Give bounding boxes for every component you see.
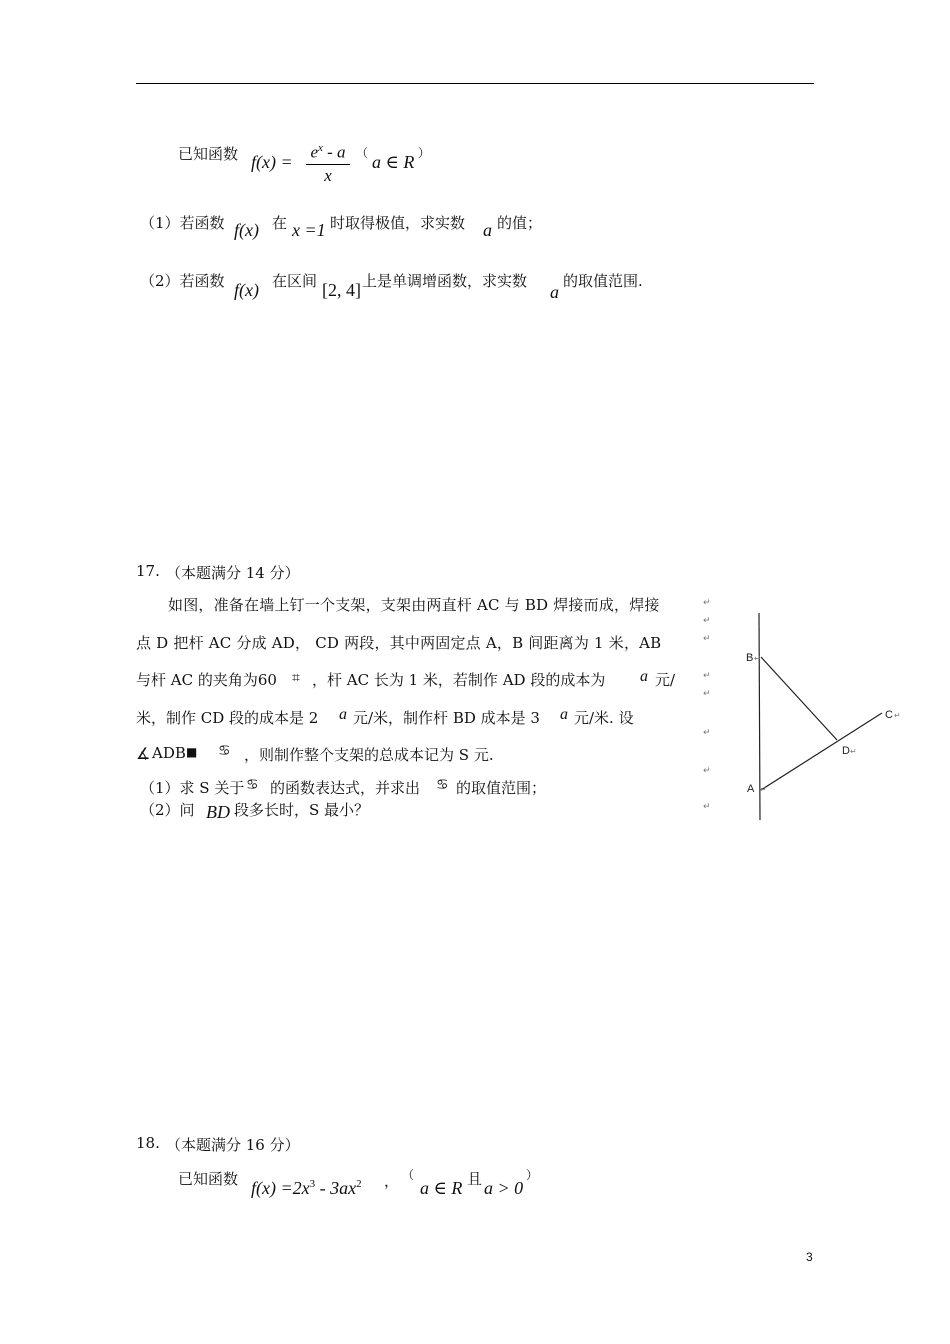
p17-line3-a: 与杆 AC 的夹角为60	[136, 671, 277, 689]
p17-score: （本题满分 14 分）	[166, 564, 300, 582]
p18-func-mid: - 3ax	[315, 1178, 357, 1198]
p16-q1-x: x =1	[292, 220, 326, 240]
header-rule	[136, 83, 814, 84]
label-d: D	[842, 745, 850, 757]
theta-glyph-icon: ♋	[436, 777, 449, 793]
p16-numerator-sup: x	[317, 142, 323, 154]
p16-q2-a: a	[550, 282, 559, 302]
return-mark-icon: ↵	[754, 654, 761, 663]
p16-paren-close: ）	[418, 146, 431, 160]
p17-line4-var2: a	[560, 706, 568, 723]
theta-glyph-icon: ♋	[218, 743, 231, 759]
p17-line2: 点 D 把杆 AC 分成 AD， CD 两段，其中两固定点 A，B 间距离为 1 米，AB	[136, 634, 662, 652]
p18-comma: ，	[384, 1172, 400, 1190]
p17-q2-b: 段多长时，S 最小？	[234, 801, 370, 819]
return-mark-icon: ↵	[703, 766, 711, 776]
p16-numerator-rest: - a	[322, 142, 346, 162]
p16-q2-text: 上是单调增函数，求实数	[362, 272, 528, 290]
p17-line3-c: 元/	[655, 671, 676, 689]
p17-line3-b: ，杆 AC 长为 1 米，若制作 AD 段的成本为	[312, 671, 606, 689]
p17-q2-a: （2）问	[140, 801, 195, 819]
p16-q2-mid: 在区间	[272, 272, 318, 290]
degree-glyph-icon: ⌗	[292, 670, 300, 686]
p18-sup3: 3	[309, 1178, 316, 1190]
return-mark-icon: ↵	[703, 689, 711, 699]
p17-q1-a: （1）求 S 关于	[140, 779, 245, 797]
p16-q2-interval: [2, 4]	[322, 280, 361, 300]
p16-q2-end: 的取值范围.	[563, 272, 643, 290]
p16-q2-f: f(x)	[234, 280, 259, 300]
label-a: A	[747, 783, 755, 795]
p17-line1: 如图，准备在墙上钉一个支架，支架由两直杆 AC 与 BD 焊接而成，焊接	[168, 596, 660, 614]
theta-glyph-icon: ♋	[246, 777, 259, 793]
p18-number: 18.	[136, 1134, 160, 1152]
p17-line4-var1: a	[339, 706, 347, 723]
bracket-figure	[730, 600, 920, 830]
p17-number: 17.	[136, 562, 160, 580]
p18-paren-open: （	[402, 1168, 415, 1182]
p16-q1-mid: 在	[272, 214, 288, 232]
p16-paren-open: （	[356, 146, 369, 160]
p16-q1-f: f(x)	[234, 220, 259, 240]
p17-line5-b: ，则制作整个支架的总成本记为 S 元.	[244, 746, 494, 764]
p16-numerator-e: e	[310, 142, 318, 162]
p16-condition: a ∈ R	[372, 152, 415, 172]
return-mark-icon: ↵	[703, 671, 711, 681]
p18-paren-close: ）	[526, 1168, 539, 1182]
p18-cond1: a ∈ R	[420, 1178, 463, 1198]
return-mark-icon: ↵	[703, 598, 711, 608]
rod-ac	[761, 713, 882, 790]
p16-q1-text: 时取得极值，求实数	[330, 214, 466, 232]
p17-line5-a: ADB	[152, 744, 186, 762]
p17-line3-var: a	[640, 668, 648, 685]
label-c: C	[885, 709, 893, 721]
return-mark-icon: ↵	[894, 711, 901, 720]
p16-func-lhs: f(x) =	[251, 152, 293, 172]
p17-line4-b: 元/米，制作杆 BD 成本是 3	[353, 709, 540, 727]
p18-func-a: f(x) =2x	[251, 1178, 310, 1198]
p16-denominator: x	[324, 165, 332, 185]
p16-intro: 已知函数	[178, 145, 239, 163]
p17-line4-a: 米，制作 CD 段的成本是 2	[136, 709, 319, 727]
p18-cond-and: 且	[467, 1170, 483, 1188]
p18-function	[251, 1178, 362, 1199]
p16-q1-prefix: （1）若函数	[140, 214, 225, 232]
p17-line4-c: 元/米. 设	[574, 709, 634, 727]
return-mark-icon: ↵	[703, 802, 711, 812]
p18-score: （本题满分 16 分）	[166, 1136, 300, 1154]
page-number: 3	[806, 1250, 813, 1264]
p18-intro: 已知函数	[178, 1170, 239, 1188]
p16-q2-prefix: （2）若函数	[140, 272, 225, 290]
return-mark-icon: ↵	[850, 747, 857, 756]
return-mark-icon: ↵	[703, 616, 711, 626]
p16-q1-end: 的值；	[497, 214, 543, 232]
return-mark-icon: ↵	[703, 634, 711, 644]
p17-q1-c: 的取值范围；	[456, 779, 547, 797]
p18-sup2: 2	[356, 1178, 362, 1190]
p16-q1-a: a	[483, 220, 492, 240]
p18-cond2: a > 0	[484, 1178, 524, 1198]
p17-q1-b: 的函数表达式，并求出	[270, 779, 421, 797]
return-mark-icon: ↵	[760, 785, 767, 794]
equals-glyph-icon: ■	[186, 745, 198, 759]
p17-q2-bd: BD	[206, 802, 230, 822]
rod-bd	[761, 657, 837, 740]
angle-glyph-icon: ∡	[136, 744, 151, 763]
p16-fraction	[306, 139, 350, 185]
return-mark-icon: ↵	[703, 728, 711, 738]
label-b: B	[746, 652, 754, 664]
